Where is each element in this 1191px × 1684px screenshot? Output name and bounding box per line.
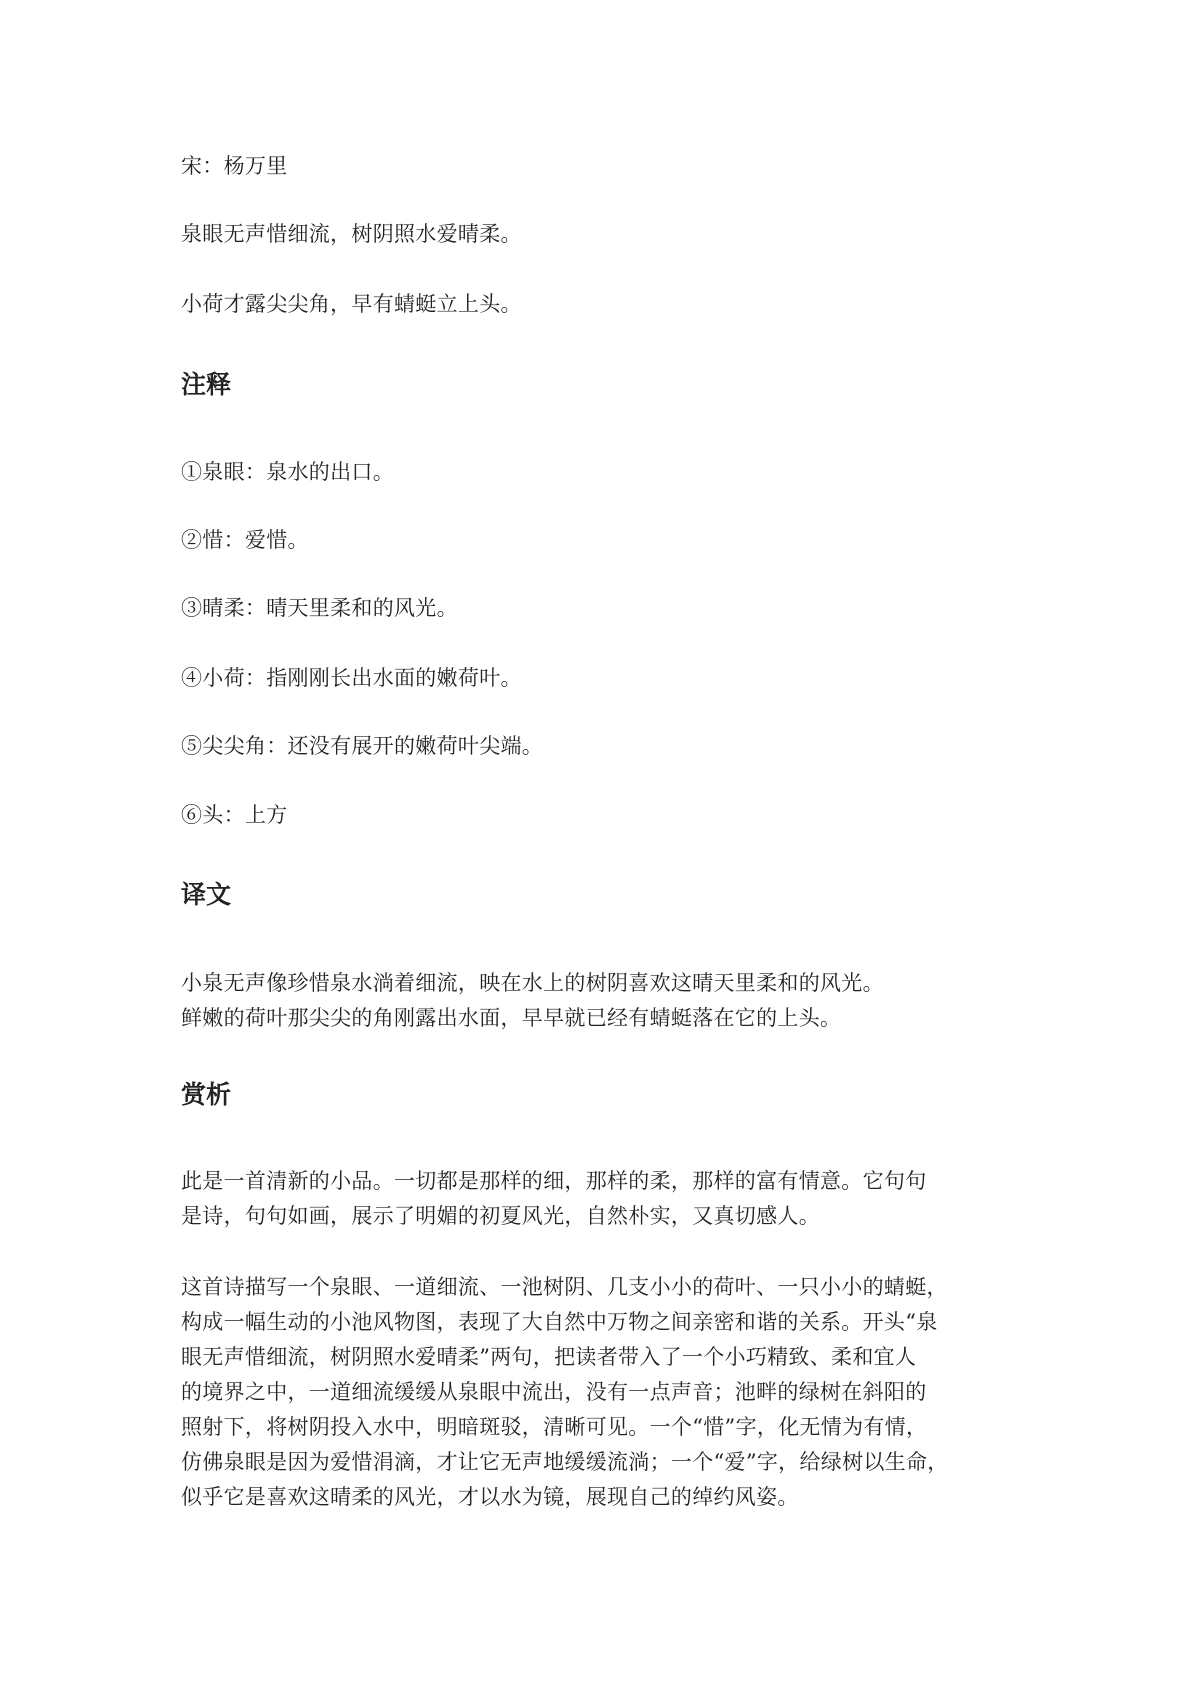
- appreciation-paragraph-1: [181, 1164, 1021, 1234]
- poem-author: 宋：杨万里: [181, 154, 288, 178]
- appreciation-p2-line-7: 似乎它是喜欢这晴柔的风光，才以水为镜，展现自己的绰约风姿。: [181, 1485, 799, 1509]
- note-item-2: ②惜：爱惜。: [181, 528, 309, 552]
- poem-line-1: 泉眼无声惜细流，树阴照水爱晴柔。: [181, 222, 522, 246]
- appreciation-p2-line-2: 构成一幅生动的小池风物图，表现了大自然中万物之间亲密和谐的关系。开头“泉: [181, 1310, 938, 1334]
- appreciation-p2-line-6: 仿佛泉眼是因为爱惜涓滴，才让它无声地缓缓流淌；一个“爱”字，给绿树以生命，: [181, 1450, 949, 1474]
- poem-line-2: 小荷才露尖尖角，早有蜻蜓立上头。: [181, 292, 522, 316]
- notes-heading: 注释: [181, 370, 232, 399]
- appreciation-heading: 赏析: [181, 1080, 232, 1109]
- appreciation-p1-line-1: 此是一首清新的小品。一切都是那样的细，那样的柔，那样的富有情意。它句句: [181, 1169, 927, 1193]
- note-item-5: ⑤尖尖角：还没有展开的嫩荷叶尖端。: [181, 734, 544, 758]
- appreciation-p2-line-1: 这首诗描写一个泉眼、一道细流、一池树阴、几支小小的荷叶、一只小小的蜻蜓，: [181, 1275, 948, 1299]
- appreciation-paragraph-2: [181, 1270, 1021, 1515]
- appreciation-p1-line-2: 是诗，句句如画，展示了明媚的初夏风光，自然朴实，又真切感人。: [181, 1204, 820, 1228]
- translation-line-1: 小泉无声像珍惜泉水淌着细流，映在水上的树阴喜欢这晴天里柔和的风光。: [181, 971, 884, 995]
- note-item-3: ③晴柔：晴天里柔和的风光。: [181, 596, 458, 620]
- note-item-6: ⑥头：上方: [181, 803, 288, 827]
- translation-text: [181, 966, 1021, 1036]
- note-item-1: ①泉眼：泉水的出口。: [181, 460, 394, 484]
- appreciation-p2-line-5: 照射下，将树阴投入水中，明暗斑驳，清晰可见。一个“惜”字，化无情为有情，: [181, 1415, 928, 1439]
- note-item-4: ④小荷：指刚刚长出水面的嫩荷叶。: [181, 666, 522, 690]
- appreciation-p2-line-4: 的境界之中，一道细流缓缓从泉眼中流出，没有一点声音；池畔的绿树在斜阳的: [181, 1380, 927, 1404]
- appreciation-p2-line-3: 眼无声惜细流，树阴照水爱晴柔”两句，把读者带入了一个小巧精致、柔和宜人: [181, 1345, 917, 1369]
- translation-line-2: 鲜嫩的荷叶那尖尖的角刚露出水面，早早就已经有蜻蜓落在它的上头。: [181, 1006, 842, 1030]
- translation-heading: 译文: [181, 880, 232, 909]
